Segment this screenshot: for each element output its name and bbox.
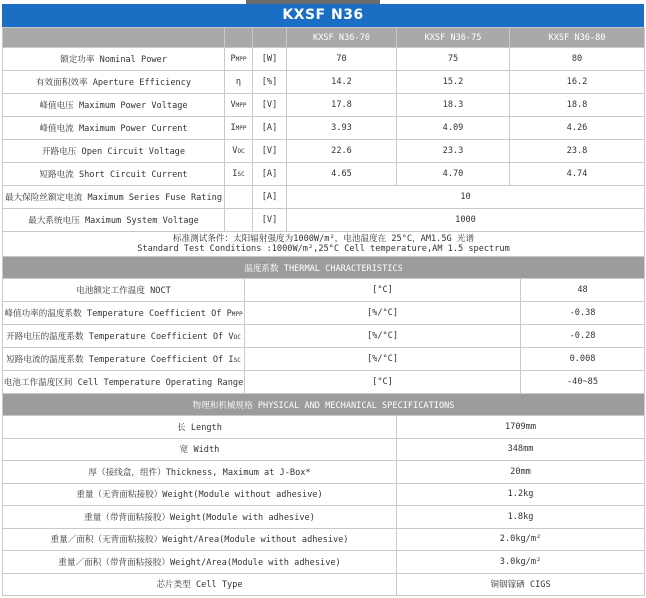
row-value: 1000 xyxy=(287,209,645,232)
table-row xyxy=(3,416,645,439)
row-value: -0.28 xyxy=(521,325,645,348)
row-label: 峰值功率的温度系数 Temperature Coefficient Of PMPP xyxy=(3,302,245,325)
row-unit: [A] xyxy=(253,163,287,186)
mechanical-table xyxy=(2,393,645,596)
table-row xyxy=(3,506,645,529)
row-symbol: ISC xyxy=(225,163,253,186)
table-row xyxy=(3,71,645,94)
row-value: 23.8 xyxy=(510,140,645,163)
row-value: 4.26 xyxy=(510,117,645,140)
note-en: Standard Test Conditions :1000W/m²,25°C Cell temperature,AM 1.5 spectrum xyxy=(137,244,510,254)
row-label: 宽 Width xyxy=(3,438,397,461)
row-unit: [%] xyxy=(253,71,287,94)
row-label: 开路电压 Open Circuit Voltage xyxy=(3,140,225,163)
row-value: 22.6 xyxy=(287,140,397,163)
thermal-table xyxy=(2,256,645,394)
table-row xyxy=(3,94,645,117)
row-value: 铜铟镓硒 CIGS xyxy=(397,573,645,596)
row-value: 10 xyxy=(287,186,645,209)
table-row xyxy=(3,573,645,596)
header-blank xyxy=(253,28,287,48)
table-row xyxy=(3,461,645,484)
row-label: 芯片类型 Cell Type xyxy=(3,573,397,596)
header-blank xyxy=(225,28,253,48)
row-label: 开路电压的温度系数 Temperature Coefficient Of VOC xyxy=(3,325,245,348)
table-row xyxy=(3,348,645,371)
row-value: 18.8 xyxy=(510,94,645,117)
row-value: 0.008 xyxy=(521,348,645,371)
model-header: KXSF N36-70 xyxy=(287,28,397,48)
row-symbol: VMPP xyxy=(225,94,253,117)
row-unit: [A] xyxy=(253,186,287,209)
row-value: 16.2 xyxy=(510,71,645,94)
mechanical-heading-row xyxy=(3,394,645,416)
table-row xyxy=(3,325,645,348)
row-value: 2.0kg/m² xyxy=(397,528,645,551)
row-unit: [°C] xyxy=(245,371,521,394)
row-value: 80 xyxy=(510,48,645,71)
row-label: 峰值电压 Maximum Power Voltage xyxy=(3,94,225,117)
row-value: 4.70 xyxy=(397,163,510,186)
row-unit: [A] xyxy=(253,117,287,140)
electrical-rows xyxy=(3,48,645,257)
row-value: 4.09 xyxy=(397,117,510,140)
row-label: 最大系统电压 Maximum System Voltage xyxy=(3,209,225,232)
table-row xyxy=(3,528,645,551)
row-value: 4.74 xyxy=(510,163,645,186)
row-value: 3.93 xyxy=(287,117,397,140)
row-label: 电池工作温度区间 Cell Temperature Operating Range xyxy=(3,371,245,394)
row-unit: [W] xyxy=(253,48,287,71)
model-header: KXSF N36-80 xyxy=(510,28,645,48)
row-value: 23.3 xyxy=(397,140,510,163)
table-row xyxy=(3,483,645,506)
thermal-heading-row xyxy=(3,257,645,279)
row-label: 最大保险丝额定电流 Maximum Series Fuse Rating xyxy=(3,186,225,209)
row-label: 长 Length xyxy=(3,416,397,439)
section-heading: 物理和机械规格 PHYSICAL AND MECHANICAL SPECIFICATIONS xyxy=(3,394,645,416)
table-row xyxy=(3,209,645,232)
product-title: KXSF N36 xyxy=(2,4,644,27)
row-symbol xyxy=(225,209,253,232)
row-value: 70 xyxy=(287,48,397,71)
test-conditions-note xyxy=(3,232,645,257)
row-unit: [°C] xyxy=(245,279,521,302)
row-value: 20mm xyxy=(397,461,645,484)
row-unit: [V] xyxy=(253,140,287,163)
row-label: 重量／面积（带背面粘接胶）Weight/Area(Module with adhesive) xyxy=(3,551,397,574)
row-symbol: VOC xyxy=(225,140,253,163)
row-value: 3.0kg/m² xyxy=(397,551,645,574)
row-symbol: η xyxy=(225,71,253,94)
row-label: 电池额定工作温度 NOCT xyxy=(3,279,245,302)
row-unit: [%/°C] xyxy=(245,302,521,325)
row-value: 1.8kg xyxy=(397,506,645,529)
row-unit: [V] xyxy=(253,94,287,117)
row-label: 短路电流 Short Circuit Current xyxy=(3,163,225,186)
row-label: 额定功率 Nominal Power xyxy=(3,48,225,71)
row-label: 重量／面积（无背面粘接胶）Weight/Area(Module without adhesive) xyxy=(3,528,397,551)
row-value: 14.2 xyxy=(287,71,397,94)
row-symbol xyxy=(225,186,253,209)
row-value: 18.3 xyxy=(397,94,510,117)
model-header-row xyxy=(3,28,645,48)
row-value: 1709mm xyxy=(397,416,645,439)
note-cn: 标准测试条件：太阳辐射强度为1000W/m²，电池温度在 25°C，AM1.5G 光谱 xyxy=(172,234,475,244)
row-symbol: PMPP xyxy=(225,48,253,71)
table-row xyxy=(3,279,645,302)
table-row xyxy=(3,186,645,209)
row-unit: [%/°C] xyxy=(245,348,521,371)
model-header: KXSF N36-75 xyxy=(397,28,510,48)
row-value: -40~85 xyxy=(521,371,645,394)
row-unit: [%/°C] xyxy=(245,325,521,348)
row-label: 重量（带背面粘接胶）Weight(Module with adhesive) xyxy=(3,506,397,529)
row-value: 348mm xyxy=(397,438,645,461)
table-row xyxy=(3,438,645,461)
row-unit: [V] xyxy=(253,209,287,232)
row-value: 17.8 xyxy=(287,94,397,117)
row-value: 4.65 xyxy=(287,163,397,186)
row-value: 1.2kg xyxy=(397,483,645,506)
row-label: 有效面积效率 Aperture Efficiency xyxy=(3,71,225,94)
table-row xyxy=(3,551,645,574)
electrical-table xyxy=(2,27,645,257)
table-row xyxy=(3,302,645,325)
table-row xyxy=(3,140,645,163)
section-heading: 温度系数 THERMAL CHARACTERISTICS xyxy=(3,257,645,279)
row-symbol: IMPP xyxy=(225,117,253,140)
row-label: 厚（接线盒，组件）Thickness, Maximum at J-Box* xyxy=(3,461,397,484)
table-row xyxy=(3,163,645,186)
row-value: 75 xyxy=(397,48,510,71)
header-blank xyxy=(3,28,225,48)
row-value: 48 xyxy=(521,279,645,302)
table-row xyxy=(3,48,645,71)
row-label: 重量（无背面粘接胶）Weight(Module without adhesive) xyxy=(3,483,397,506)
table-row xyxy=(3,371,645,394)
table-row xyxy=(3,117,645,140)
row-label: 峰值电流 Maximum Power Current xyxy=(3,117,225,140)
row-value: 15.2 xyxy=(397,71,510,94)
row-value: -0.38 xyxy=(521,302,645,325)
row-label: 短路电流的温度系数 Temperature Coefficient Of ISC xyxy=(3,348,245,371)
